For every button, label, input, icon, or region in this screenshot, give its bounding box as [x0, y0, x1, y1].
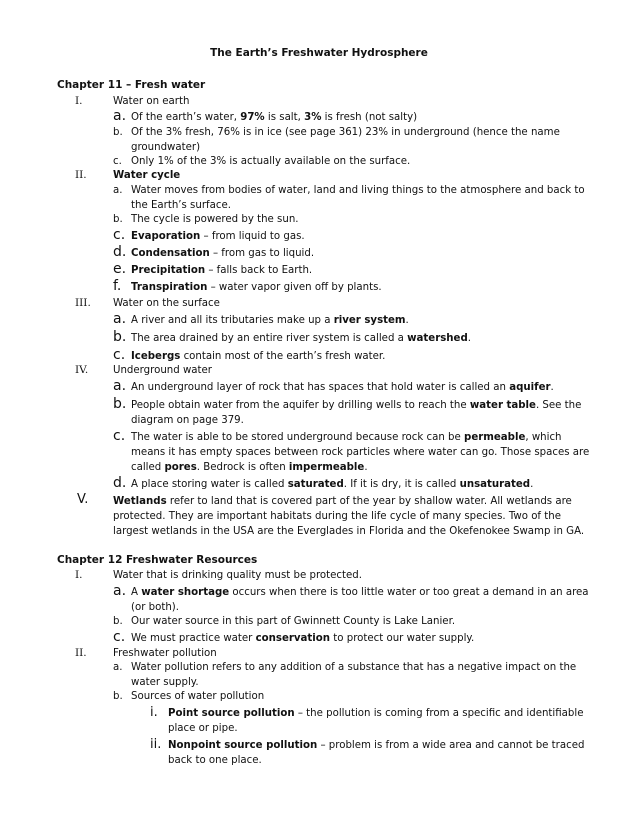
item-text: Of the earth’s water, 97% is salt, 3% is fresh (not salty)	[131, 112, 418, 123]
item-letter: c.	[113, 227, 126, 243]
ch11-section-2-title: Water cycle	[113, 170, 181, 181]
item-text: The area drained by an entire river system is called a watershed.	[131, 333, 471, 344]
item-letter: f.	[113, 278, 122, 294]
item-text: Only 1% of the 3% is actually available on the surface.	[131, 156, 411, 167]
item-text: Sources of water pollution	[131, 691, 265, 702]
ch12-section-2-title: Freshwater pollution	[113, 648, 217, 659]
item-letter: c.	[113, 428, 126, 444]
item-text: Point source pollution – the pollution is coming from a specific and identifiable place or pipe.	[168, 708, 584, 734]
item-letter: c.	[113, 156, 122, 167]
item-text: Condensation – from gas to liquid.	[131, 248, 315, 259]
ch11-section-4-number: IV.	[75, 364, 89, 376]
item-letter: b.	[113, 329, 127, 345]
item-numeral: i.	[150, 705, 158, 720]
chapter-11-heading: Chapter 11 – Fresh water	[57, 79, 206, 91]
chapter-12-heading: Chapter 12 Freshwater Resources	[57, 554, 258, 566]
item-letter: b.	[113, 214, 123, 225]
item-letter: d.	[113, 475, 127, 491]
ch11-section-5-number: V.	[77, 492, 89, 507]
item-text: A place storing water is called saturated. If it is dry, it is called unsaturated.	[131, 479, 534, 490]
ch12-section-1-number: I.	[75, 569, 83, 581]
ch11-section-5-paragraph: Wetlands refer to land that is covered part of the year by shallow water. All wetlands are protected. They are important habitats during the life cycle of many species. Two of the largest wetlands in the USA are the Everglades in Florida and the Okefenokee Swamp in GA.	[113, 496, 585, 537]
item-text: An underground layer of rock that has spaces that hold water is called an aquifer.	[131, 382, 554, 393]
item-letter: d.	[113, 244, 127, 260]
item-letter: a.	[113, 662, 123, 673]
ch11-section-1-title: Water on earth	[113, 96, 190, 107]
item-text: A river and all its tributaries make up a river system.	[131, 315, 409, 326]
item-text: Precipitation – falls back to Earth.	[131, 265, 313, 276]
item-text: The cycle is powered by the sun.	[131, 214, 299, 225]
item-letter: a.	[113, 108, 127, 124]
ch12-section-2-number: II.	[75, 647, 87, 659]
ch11-section-2-number: II.	[75, 169, 87, 181]
document-title: The Earth’s Freshwater Hydrosphere	[210, 47, 428, 59]
item-numeral: ii.	[150, 737, 162, 752]
ch11-section-3-number: III.	[75, 297, 91, 309]
ch11-section-4-title: Underground water	[113, 365, 212, 376]
item-letter: c.	[113, 629, 126, 645]
item-text: Of the 3% fresh, 76% is in ice (see page 361) 23% in underground (hence the name groundwater)	[131, 127, 560, 153]
item-letter: c.	[113, 347, 126, 363]
item-text: Water pollution refers to any addition of a substance that has a negative impact on the water supply.	[131, 662, 577, 688]
item-letter: a.	[113, 378, 127, 394]
item-letter: a.	[113, 311, 127, 327]
ch11-section-3-title: Water on the surface	[113, 298, 220, 309]
item-text: Evaporation – from liquid to gas.	[131, 231, 305, 242]
item-text: The water is able to be stored underground because rock can be permeable, which means it has empty spaces between rock particles where water can go. Those spaces are called pores. Bedrock is often impermeable.	[131, 432, 590, 473]
item-text: Transpiration – water vapor given off by plants.	[131, 282, 382, 293]
item-letter: b.	[113, 616, 123, 627]
item-letter: b.	[113, 127, 123, 138]
ch11-section-1-number: I.	[75, 95, 83, 107]
item-letter: a.	[113, 583, 127, 599]
item-text: People obtain water from the aquifer by drilling wells to reach the water table. See the diagram on page 379.	[131, 400, 582, 426]
item-text: Icebergs contain most of the earth’s fresh water.	[131, 351, 386, 362]
item-text: A water shortage occurs when there is too little water or too great a demand in an area (or both).	[131, 587, 589, 613]
item-letter: b.	[113, 691, 123, 702]
item-letter: a.	[113, 185, 123, 196]
item-text: Water moves from bodies of water, land and living things to the atmosphere and back to the Earth’s surface.	[131, 185, 585, 211]
item-letter: e.	[113, 261, 127, 277]
item-text: Our water source in this part of Gwinnett County is Lake Lanier.	[131, 616, 456, 627]
item-letter: b.	[113, 396, 127, 412]
item-text: Nonpoint source pollution – problem is from a wide area and cannot be traced back to one place.	[168, 740, 585, 766]
ch12-section-1-title: Water that is drinking quality must be protected.	[113, 570, 362, 581]
item-text: We must practice water conservation to protect our water supply.	[131, 633, 475, 644]
